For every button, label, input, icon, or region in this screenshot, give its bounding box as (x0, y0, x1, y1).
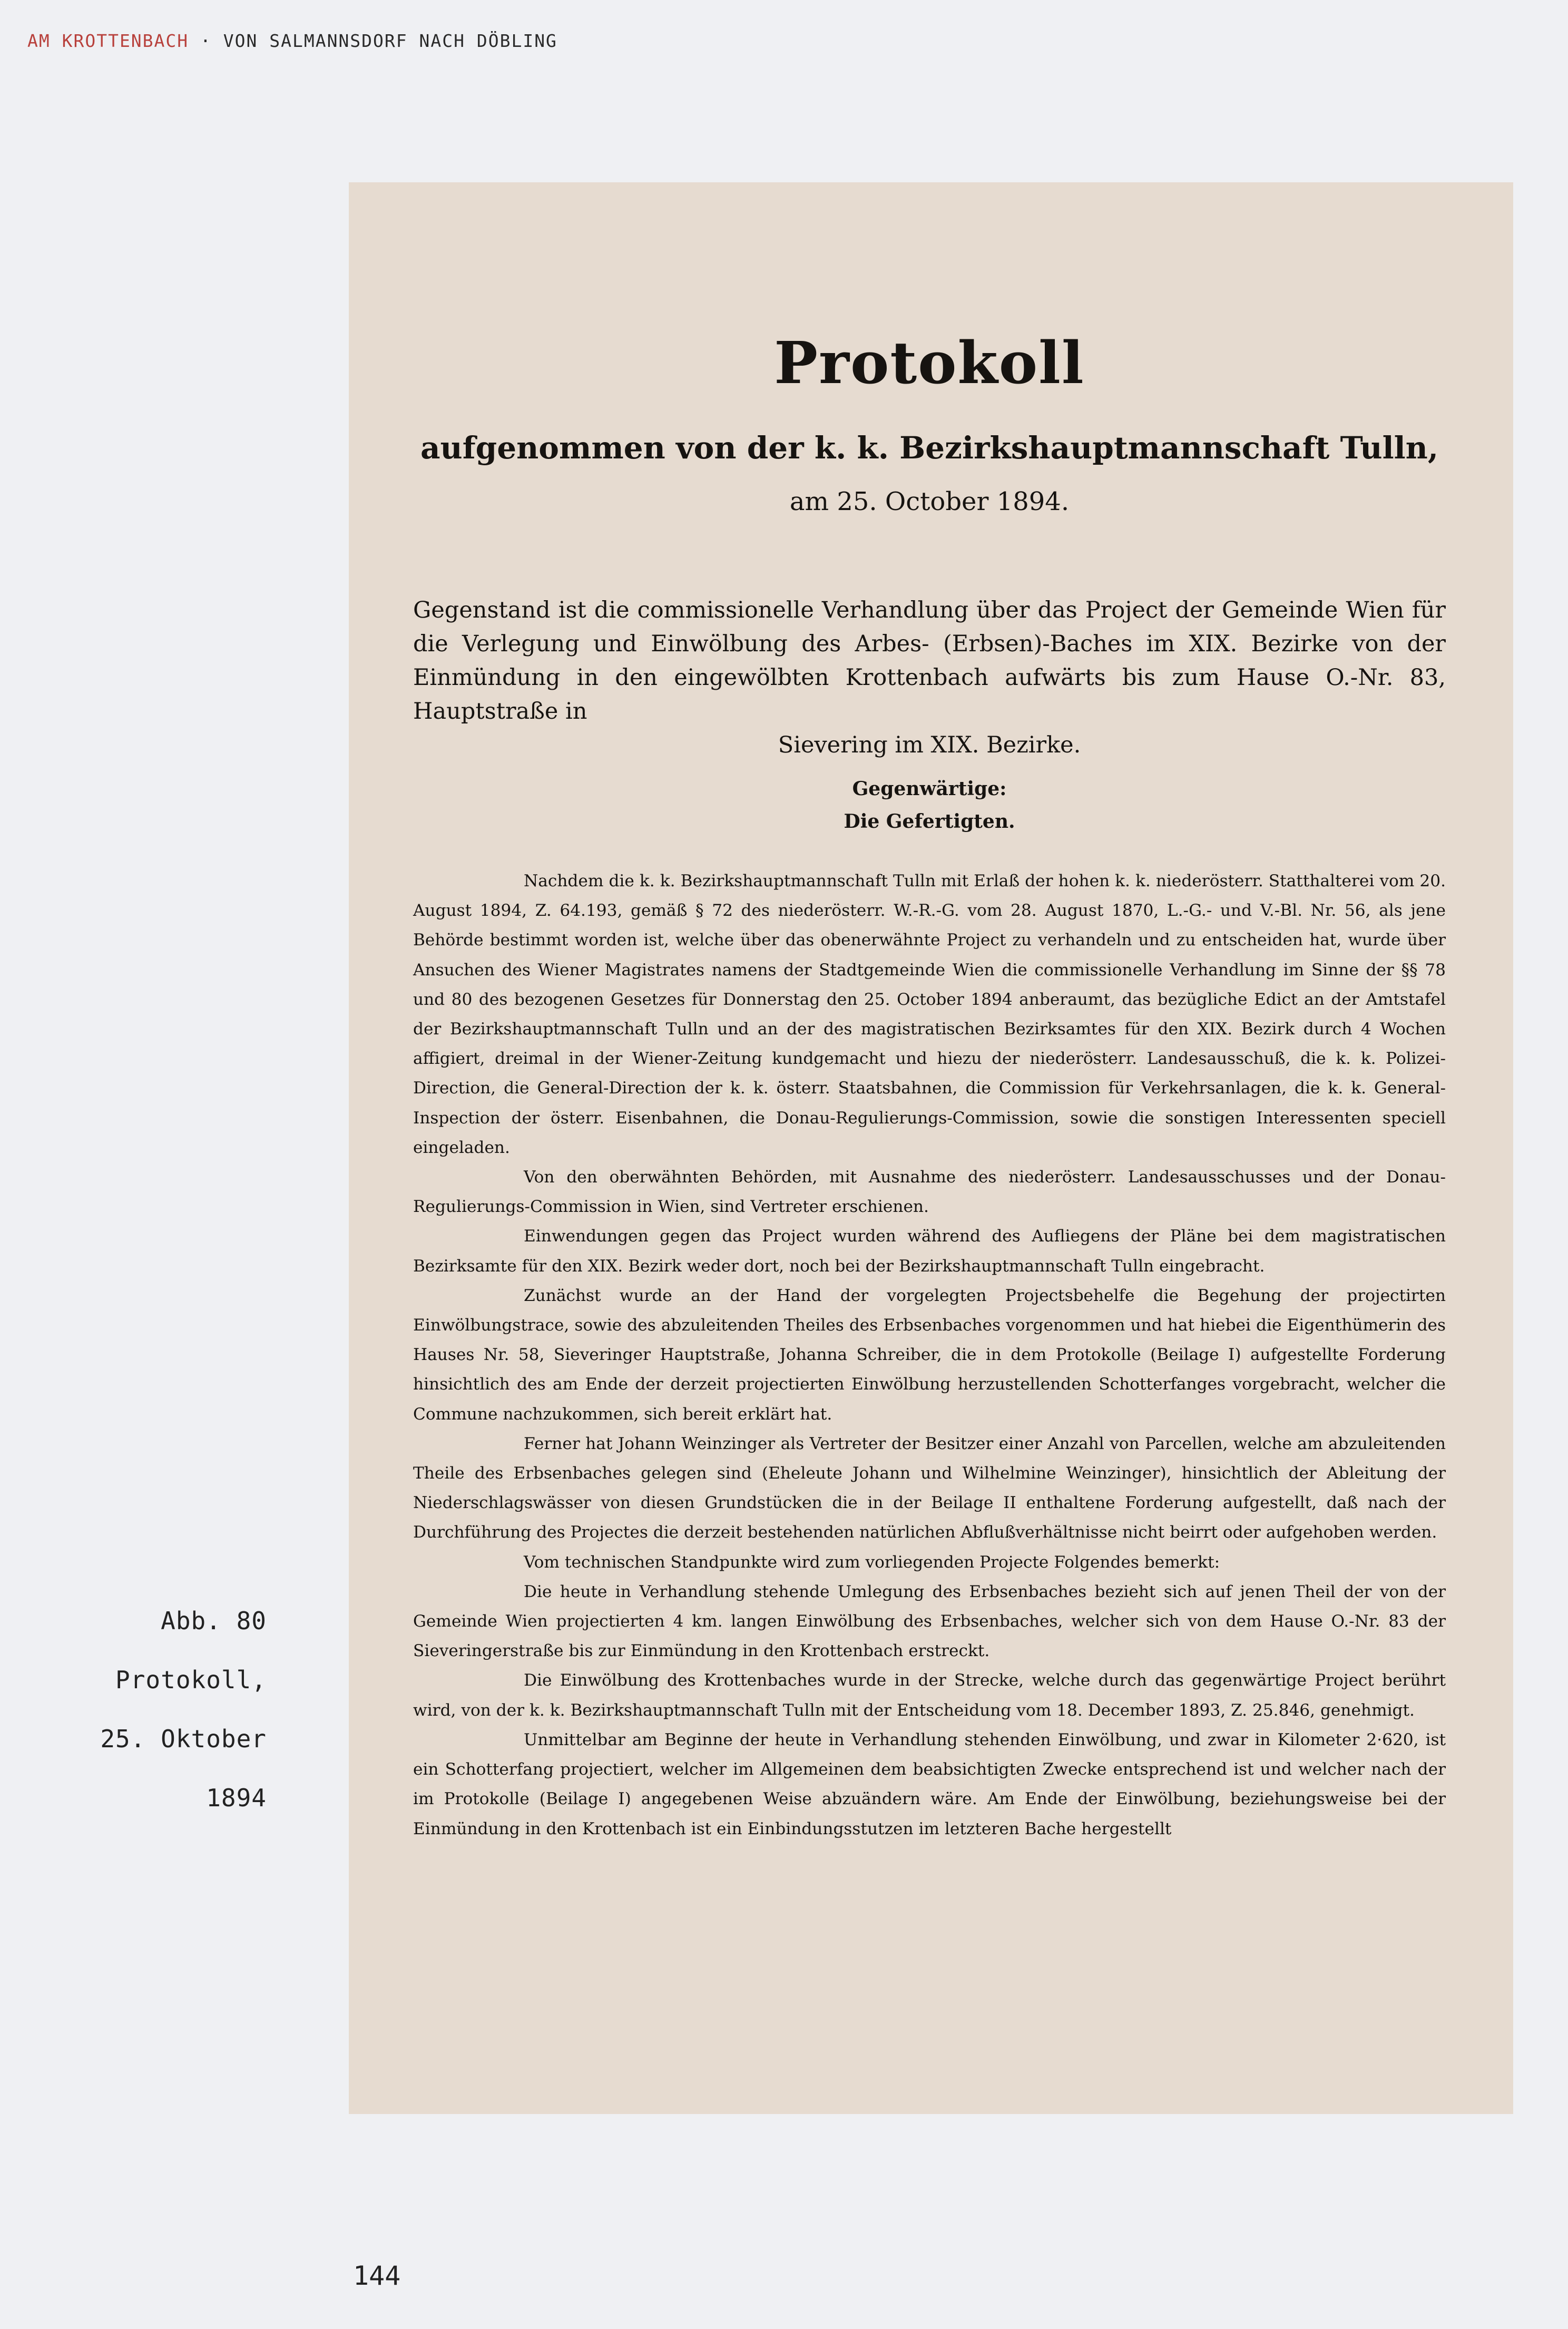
paragraph: Nachdem die k. k. Bezirkshauptmannschaft Tulln mit Erlaß der hohen k. k. niederösterr. Statthalterei vom 20. August 1894, Z. 64.193, gemäß § 72 des niederösterr. W.-R.-G. vom 28. August 1870, L.-G.- und V.-Bl. Nr. 56, als jene Behörde bestimmt worden ist, welche über das obenerwähnte Project zu verhandeln und zu entscheiden hat, wurde über Ansuchen des Wiener Magistrates namens der Stadtgemeinde Wien die commissionelle Verhandlung im Sinne der §§ 78 und 80 des bezogenen Gesetzes für Donnerstag den 25. October 1894 anberaumt, das bezügliche Edict an der Amtstafel der Bezirkshauptmannschaft Tulln und an der des magistratischen Bezirksamtes für den XIX. Bezirk durch 4 Wochen affigiert, dreimal in der Wiener-Zeitung kundgemacht und hiezu der niederösterr. Landesausschuß, die k. k. Polizei-Direction, die General-Direction der k. k. österr. Staatsbahnen, die Commission für Verkehrsanlagen, die k. k. General-Inspection der österr. Eisenbahnen, die Donau-Regulierungs-Commission, sowie die sonstigen Interessenten speciell eingeladen. (413, 872, 1446, 1157)
caption-line: 25. Oktober (100, 1725, 267, 1753)
paragraph: Ferner hat Johann Weinzinger als Vertreter der Besitzer einer Anzahl von Parcellen, welche am abzuleitenden Theile des Erbsenbaches gelegen sind (Eheleute Johann und Wilhelmine Weinzinger), hinsichtlich der Ableitung der Niederschlagswässer von diesen Grundstücken die in der Beilage II enthaltene Forderung aufgestellt, daß nach der Durchführung des Projectes die derzeit bestehenden natürlichen Abflußverhältnisse nicht beirrt oder aufgehoben werden. (413, 1434, 1446, 1542)
running-head-subtitle: VON SALMANNSDORF NACH DÖBLING (223, 31, 557, 51)
paragraph: Vom technischen Standpunkte wird zum vorliegenden Projecte Folgendes bemerkt: (524, 1552, 1220, 1572)
paragraph: Zunächst wurde an der Hand der vorgelegten Projectsbehelfe die Begehung der projectirten Einwölbungstrace, sowie des abzuleitenden Theiles des Erbsenbaches vorgenommen und hat hiebei die Eigenthümerin des Hauses Nr. 58, Sieveringer Hauptstraße, Johanna Schreiber, die in dem Protokolle (Beilage I) aufgestellte Forderung hinsichtlich des am Ende der derzeit projectierten Einwölbung herzustellenden Schotterfanges vorgebracht, welcher die Commune nachzukommen, sich bereit erklärt hat. (413, 1286, 1446, 1424)
running-head (27, 31, 557, 51)
subject-text-last: Sievering im XIX. Bezirke. (778, 732, 1081, 758)
caption-line: Protokoll, (115, 1666, 267, 1694)
running-head-separator: · (189, 31, 223, 51)
protocol-text (413, 866, 1446, 1844)
present-label: Gegenwärtige: (852, 778, 1007, 800)
caption-line: Abb. 80 (161, 1607, 267, 1635)
present-block (413, 772, 1446, 838)
document-subtitle: aufgenommen von der k. k. Bezirkshauptmannschaft Tulln, (420, 430, 1439, 466)
page-number: 144 (353, 2260, 401, 2291)
present-value: Die Gefertigten. (844, 810, 1015, 833)
paragraph: Einwendungen gegen das Project wurden während des Aufliegens der Pläne bei dem magistratischen Bezirksamte für den XIX. Bezirk weder dort, noch bei der Bezirkshauptmannschaft Tulln eingebracht. (413, 1227, 1446, 1276)
subject-text: Gegenstand ist die commissionelle Verhandlung über das Project der Gemeinde Wien für die Verlegung und Einwölbung des Arbes- (Erbsen)-Baches im XIX. Bezirke von der Einmündung in den eingewölbten Krottenbach aufwärts bis zum Hause O.-Nr. 83, Hauptstraße in (413, 597, 1446, 725)
document-title: Protokoll (774, 329, 1085, 397)
paragraph: Unmittelbar am Beginne der heute in Verhandlung stehenden Einwölbung, und zwar in Kilometer 2·620, ist ein Schotterfang projectiert, welcher im Allgemeinen dem beabsichtigten Zwecke entsprechend ist und welcher nach der im Protokolle (Beilage I) angegebenen Weise abzuändern wäre. Am Ende der Einwölbung, beziehungsweise bei der Einmündung in den Krottenbach ist ein Einbindungsstutzen im letzteren Bache hergestellt (413, 1730, 1446, 1838)
paragraph: Die Einwölbung des Krottenbaches wurde in der Strecke, welche durch das gegenwärtige Project berührt wird, von der k. k. Bezirkshauptmannschaft Tulln mit der Entscheidung vom 18. December 1893, Z. 25.846, genehmigt. (413, 1671, 1446, 1720)
subject-paragraph (413, 593, 1446, 762)
paragraph: Die heute in Verhandlung stehende Umlegung des Erbsenbaches bezieht sich auf jenen Theil der von der Gemeinde Wien projectierten 4 km. langen Einwölbung des Erbsenbaches, welcher sich von dem Hause O.-Nr. 83 der Sieveringerstraße bis zur Einmündung in den Krottenbach erstreckt. (413, 1582, 1446, 1661)
paragraph: Von den oberwähnten Behörden, mit Ausnahme des niederösterr. Landesausschusses und der Donau-Regulierungs-Commission in Wien, sind Vertreter erschienen. (413, 1168, 1446, 1217)
scanned-document (349, 182, 1513, 2114)
running-head-section: AM KROTTENBACH (27, 31, 189, 51)
document-date: am 25. October 1894. (789, 487, 1070, 516)
caption-line: 1894 (206, 1784, 267, 1812)
figure-caption (79, 1591, 267, 1827)
